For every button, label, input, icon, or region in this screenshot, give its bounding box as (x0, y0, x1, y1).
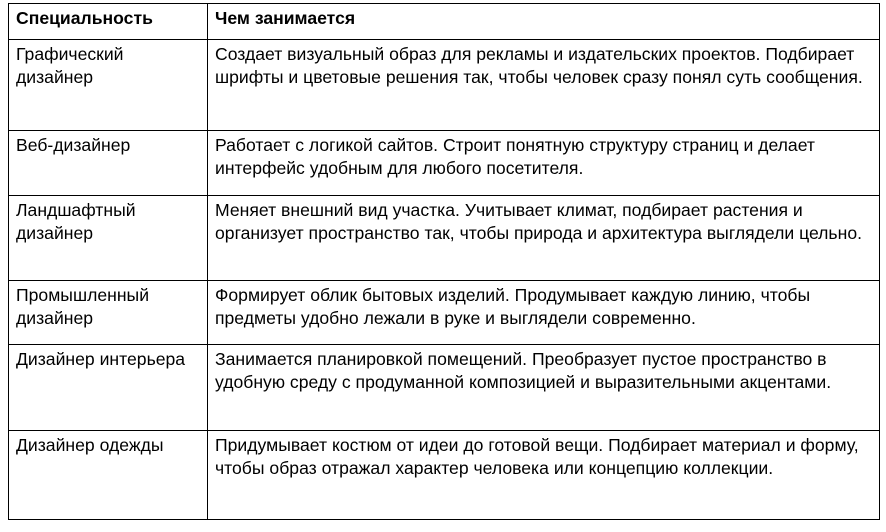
specialties-table (8, 3, 880, 520)
description-cell: Меняет внешний вид участка. Учитывает климат, подбирает растения и организует пространство так, чтобы природа и архитектура выглядели цельно. (208, 196, 880, 281)
table-row (9, 40, 880, 131)
header-description: Чем занимается (208, 4, 880, 40)
description-cell: Создает визуальный образ для рекламы и издательских проектов. Подбирает шрифты и цветовые решения так, чтобы человек сразу понял суть сообщения. (208, 40, 880, 131)
table-row (9, 131, 880, 196)
table-row (9, 431, 880, 520)
table-row (9, 345, 880, 431)
specialty-cell: Промышленный дизайнер (9, 281, 208, 345)
table-row (9, 196, 880, 281)
specialty-cell: Ландшафтный дизайнер (9, 196, 208, 281)
description-cell: Занимается планировкой помещений. Преобразует пустое пространство в удобную среду с продуманной композицией и выразительными акцентами. (208, 345, 880, 431)
specialty-cell: Дизайнер интерьера (9, 345, 208, 431)
description-cell: Работает с логикой сайтов. Строит понятную структуру страниц и делает интерфейс удобным для любого посетителя. (208, 131, 880, 196)
specialty-cell: Веб-дизайнер (9, 131, 208, 196)
specialty-cell: Дизайнер одежды (9, 431, 208, 520)
description-cell: Придумывает костюм от идеи до готовой вещи. Подбирает материал и форму, чтобы образ отражал характер человека или концепцию коллекции. (208, 431, 880, 520)
description-cell: Формирует облик бытовых изделий. Продумывает каждую линию, чтобы предметы удобно лежали в руке и выглядели современно. (208, 281, 880, 345)
table-header-row (9, 4, 880, 40)
specialty-cell: Графический дизайнер (9, 40, 208, 131)
header-specialty: Специальность (9, 4, 208, 40)
table-row (9, 281, 880, 345)
